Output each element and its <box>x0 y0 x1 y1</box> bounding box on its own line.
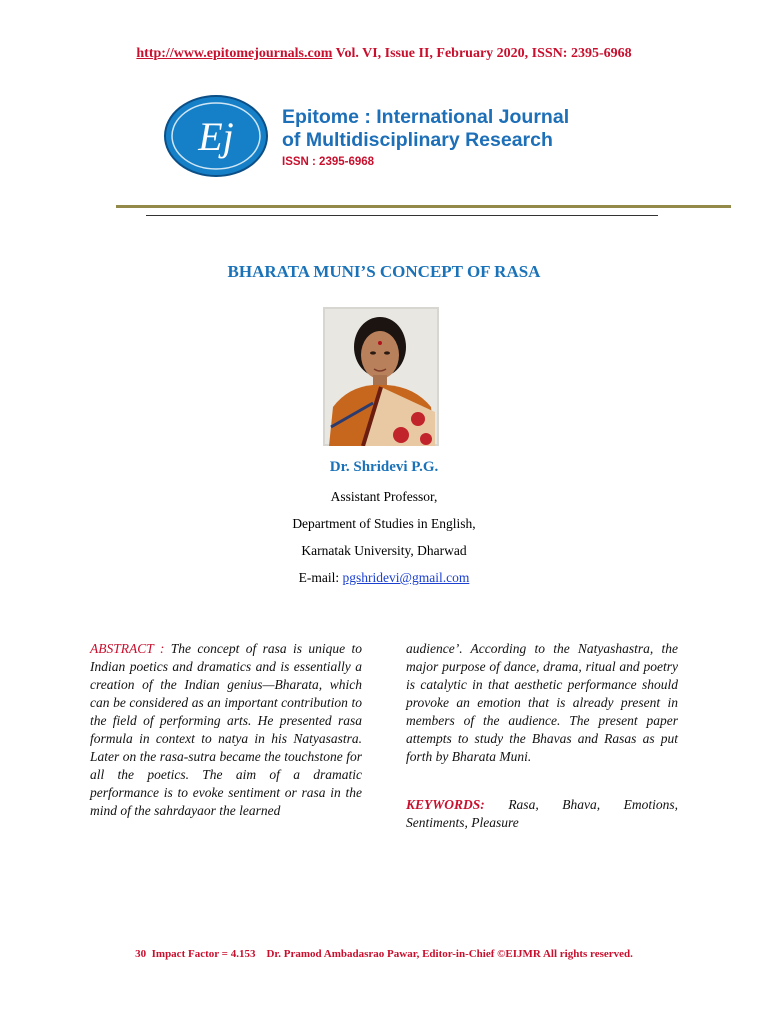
keywords-label: KEYWORDS: <box>406 797 485 812</box>
author-email-link[interactable]: pgshridevi@gmail.com <box>342 570 470 585</box>
editor-credit: Dr. Pramod Ambadasrao Pawar, Editor-in-Chief ©EIJMR All rights reserved. <box>266 948 633 960</box>
logo-monogram: Ej <box>198 114 234 159</box>
abstract-column-left <box>90 640 362 820</box>
header-divider-black <box>146 215 658 216</box>
paper-title: BHARATA MUNI’S CONCEPT OF RASA <box>227 262 541 281</box>
author-email-line <box>0 570 768 586</box>
impact-factor: Impact Factor = 4.153 <box>151 948 256 960</box>
author-position: Assistant Professor, <box>330 489 438 504</box>
issue-info: Vol. VI, Issue II, February 2020, ISSN: 2395-6968 <box>335 46 632 61</box>
abstract-column-right <box>406 640 678 766</box>
author-department: Department of Studies in English, <box>292 516 476 531</box>
header-divider-gold <box>116 205 731 208</box>
author-name: Dr. Shridevi P.G. <box>329 459 439 475</box>
journal-header <box>0 46 768 62</box>
journal-logo <box>163 94 269 178</box>
abstract-text-col2: audience’. According to the Natyashastra, the major purpose of dance, drama, ritual and poetry is catalytic in that aesthetic performance should provoke an emotion that is already present in members of the audience. The present paper attempts to study the Bhavas and Rasas as put forth by Bharata Muni. <box>406 641 678 764</box>
journal-issn: ISSN : 2395-6968 <box>282 156 375 168</box>
journal-title-line1: Epitome : International Journal <box>282 106 570 128</box>
keywords-text: Rasa, Bhava, Emotions, Sentiments, Pleasure <box>406 797 678 830</box>
page-footer <box>0 948 768 960</box>
journal-title-line2: of Multidisciplinary Research <box>282 129 553 151</box>
keywords <box>406 796 678 832</box>
email-label: E-mail: <box>298 570 343 585</box>
abstract-label: ABSTRACT : <box>90 641 165 656</box>
author-photo <box>323 307 439 446</box>
journal-title <box>282 106 569 152</box>
journal-url-link[interactable]: http://www.epitomejournals.com <box>136 46 333 61</box>
author-university: Karnatak University, Dharwad <box>301 543 467 558</box>
page-number: 30 <box>135 948 147 960</box>
abstract-text-col1: The concept of rasa is unique to Indian poetics and dramatics and is essentially a creation of the Indian genius—Bharata, which can be considered as an important contribution to the field of performing arts. He presented rasa formula in context to natya in his Natyasastra. Later on the rasa-sutra became the touchstone for all the poetics. The aim of a dramatic performance is to evoke sentiment or rasa in the mind of the sahrdayaor the learned <box>90 641 362 818</box>
